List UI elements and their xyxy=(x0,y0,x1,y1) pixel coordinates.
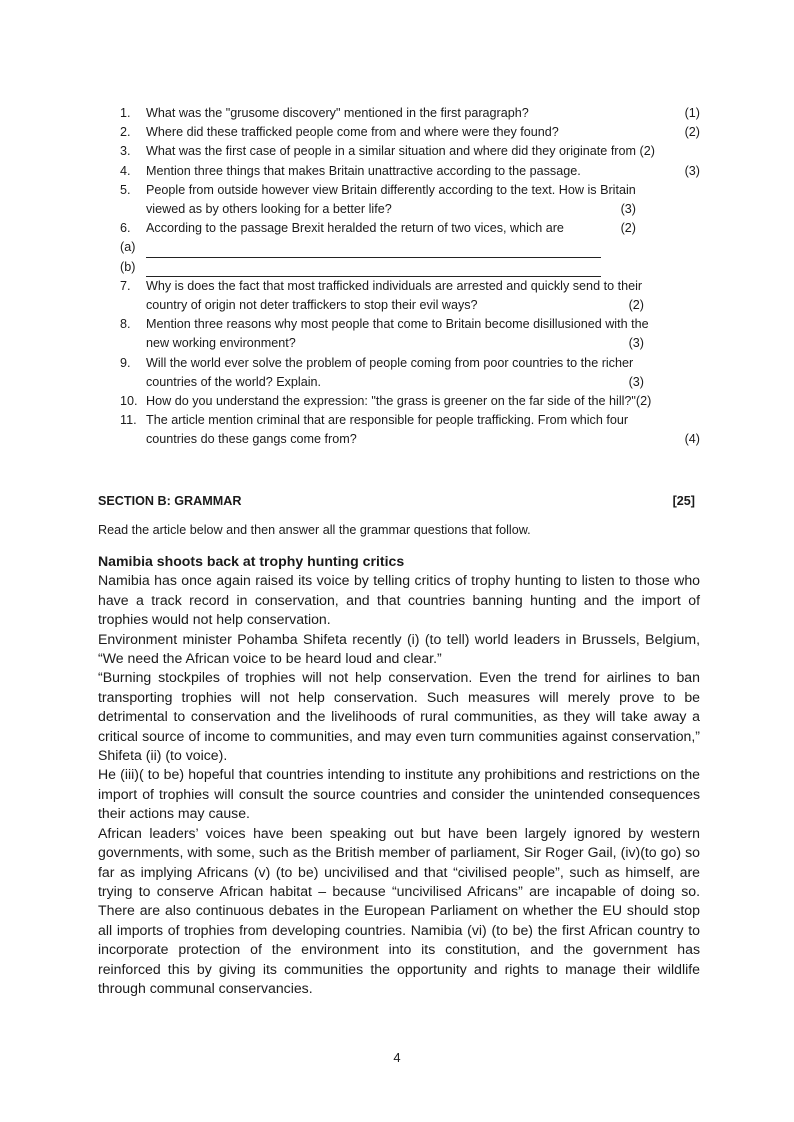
answer-rule[interactable] xyxy=(146,263,601,277)
question-number: 10. xyxy=(120,394,138,409)
question-8 xyxy=(120,315,700,353)
question-text: What was the "grusome discovery" mentioned in the first paragraph? xyxy=(146,106,529,120)
question-text: Why is does the fact that most trafficked individuals are arrested and quickly send to their xyxy=(146,278,643,293)
article-paragraph: He (iii)( to be) hopeful that countries intending to institute any prohibitions and restrictions on the import of trophies will consult the source countries and consider the unintended consequences their actions may cause. xyxy=(98,766,700,822)
question-number: 1. xyxy=(120,106,131,120)
article-paragraph: African leaders’ voices have been speaking out but have been largely ignored by western governments, with some, such as the British member of parliament, Sir Roger Gail, (iv)(to go) so far as implying Africans (v) (to be) uncivilised and that “civilised people”, such as himself, are trying to conserve African habitat – because “uncivilised Africans” are incapable of doing so. There are also continuous debates in the European Parliament on whether the EU should stop all imports of trophies from developing countries. Namibia (vi) (to be) the first African country to incorporate protection of the environment into its constitution, and the government has reinforced this by giving its communities the opportunity and rights to manage their wildlife through communal conservancies. xyxy=(98,824,700,996)
question-3 xyxy=(120,142,700,161)
answer-label: (a) xyxy=(120,240,136,255)
answer-rule[interactable] xyxy=(146,244,601,258)
question-text: Where did these trafficked people come from and where were they found? xyxy=(146,125,559,140)
question-text: Will the world ever solve the problem of people coming from poor countries to the richer xyxy=(146,355,634,370)
question-text: According to the passage Brexit heralded the return of two vices, which are xyxy=(146,221,564,236)
question-7 xyxy=(120,277,700,315)
question-mark: (2) xyxy=(684,125,700,140)
question-number: 6. xyxy=(120,221,131,236)
question-mark: (3) xyxy=(620,202,636,217)
question-number: 2. xyxy=(120,125,131,140)
question-2 xyxy=(120,123,700,142)
question-6 xyxy=(120,219,700,238)
section-marks: [25] xyxy=(672,494,695,508)
answer-line-a[interactable] xyxy=(120,238,700,257)
question-4 xyxy=(120,162,700,181)
question-text: Mention three things that makes Britain unattractive according to the passage. xyxy=(146,163,581,178)
question-5 xyxy=(120,181,700,219)
question-number: 5. xyxy=(120,182,131,197)
question-number: 3. xyxy=(120,144,131,159)
question-11 xyxy=(120,411,700,449)
question-text: People from outside however view Britain differently according to the text. How is Britain xyxy=(146,182,636,197)
question-number: 4. xyxy=(120,163,131,178)
question-number: 8. xyxy=(120,317,131,332)
question-9 xyxy=(120,354,700,392)
question-text: new working environment? xyxy=(146,336,296,351)
question-text: countries do these gangs come from? xyxy=(146,432,357,447)
article-paragraph: Environment minister Pohamba Shifeta recently (i) (to tell) world leaders in Brussels, Belgium, “We need the African voice to be heard loud and clear.” xyxy=(98,630,700,667)
question-mark: (1) xyxy=(684,106,700,120)
question-number: 9. xyxy=(120,355,131,370)
question-text: countries of the world? Explain. xyxy=(146,374,322,389)
question-10 xyxy=(120,392,700,411)
question-1 xyxy=(120,104,700,123)
question-text: country of origin not deter traffickers to stop their evil ways? xyxy=(146,298,478,312)
answer-line-b[interactable] xyxy=(120,258,700,277)
question-mark: (2) xyxy=(620,221,636,236)
question-text: Mention three reasons why most people that come to Britain become disillusioned with the xyxy=(146,317,649,332)
question-text: viewed as by others looking for a better life? xyxy=(146,202,392,217)
article-paragraph: “Burning stockpiles of trophies will not help conservation. Even the trend for airlines to ban transporting trophies will not help conservation. Such measures will merely prove to be detrimental to conservation and the livelihoods of rural communities, as they will take away a critical source of income to communities, and may even turn communities against conservation,” Shifeta (ii) (to voice). xyxy=(98,669,700,764)
question-text: What was the first case of people in a similar situation and where did they originate from (2) xyxy=(146,144,655,159)
question-text: The article mention criminal that are responsible for people trafficking. From which four xyxy=(146,413,629,428)
question-mark: (3) xyxy=(684,163,700,178)
question-number: 11. xyxy=(120,413,137,428)
article xyxy=(98,552,700,998)
question-mark: (4) xyxy=(684,432,700,447)
question-mark: (3) xyxy=(628,374,644,389)
answer-label: (b) xyxy=(120,259,136,274)
page-number: 4 xyxy=(393,1050,401,1065)
comprehension-questions xyxy=(120,104,700,450)
question-mark: (3) xyxy=(628,336,644,351)
question-text: How do you understand the expression: "the grass is greener on the far side of the hill?"(2) xyxy=(146,394,652,409)
section-heading xyxy=(98,494,695,508)
question-number: 7. xyxy=(120,278,131,293)
section-instruction: Read the article below and then answer all the grammar questions that follow. xyxy=(98,523,531,537)
question-mark: (2) xyxy=(628,298,644,312)
section-title: SECTION B: GRAMMAR xyxy=(98,494,242,508)
article-paragraph: Namibia has once again raised its voice by telling critics of trophy hunting to listen to those who have a track record in conservation, and that countries banning hunting and the import of trophies would not help conservation. xyxy=(98,572,700,628)
article-heading: Namibia shoots back at trophy hunting critics xyxy=(98,553,405,569)
